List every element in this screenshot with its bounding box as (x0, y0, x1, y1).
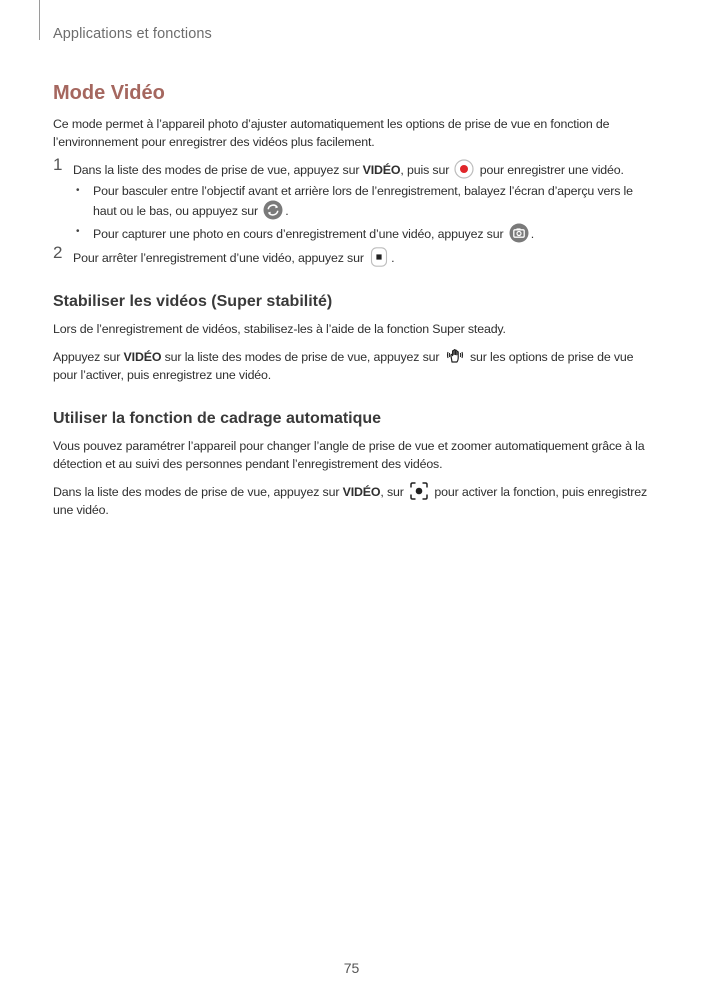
autoframing-paragraph: Vous pouvez paramétrer l’appareil pour changer l’angle de prise de vue et zoomer automatiquement grâce à la détection et au suivi des personnes pendant l’enregistrement des vidéos. (53, 439, 645, 471)
step-number: 1 (53, 155, 63, 174)
stabilize-instructions (53, 346, 653, 384)
steady-hand-icon (445, 346, 465, 366)
auto-framing-icon (409, 481, 429, 501)
paragraph-text: Appuyez sur (53, 350, 124, 364)
step-1-bullets (53, 182, 653, 243)
paragraph-text: sur les options de prise de vue pour l’activer, puis enregistrez une vidéo. (53, 350, 634, 382)
stabilize-title: Stabiliser les vidéos (Super stabilité) (53, 293, 333, 310)
step-text: Dans la liste des modes de prise de vue, appuyez sur (73, 163, 363, 177)
section-intro: Ce mode permet à l’appareil photo d’ajuster automatiquement les options de prise de vue en fonction de l’environnement pour enregistrer des vidéos plus facilement. (53, 117, 610, 149)
paragraph-text: Dans la liste des modes de prise de vue, appuyez sur (53, 485, 343, 499)
bullet-text: Pour basculer entre l’objectif avant et arrière lors de l’enregistrement, balayez l’écran d’aperçu vers le haut ou le bas, ou appuyez sur (93, 184, 633, 218)
bullet-dot: • (76, 185, 80, 196)
mode-name: VIDÉO (123, 350, 162, 364)
autoframing-title: Utiliser la fonction de cadrage automatique (53, 410, 382, 427)
bullet-text: . (530, 227, 535, 241)
mode-name: VIDÉO (342, 485, 381, 499)
stop-button-icon (369, 247, 389, 267)
header-rule (39, 0, 40, 40)
step-2 (53, 243, 653, 267)
stabilize-paragraph: Lors de l’enregistrement de vidéos, stabilisez-les à l’aide de la fonction Super steady. (53, 322, 506, 336)
mode-name: VIDÉO (362, 163, 401, 177)
autoframing-instructions (53, 481, 653, 519)
page-number: 75 (343, 960, 360, 976)
paragraph-text: pour activer la fonction, puis enregistrez une vidéo. (53, 485, 648, 517)
paragraph-text: sur la liste des modes de prise de vue, appuyez sur (161, 350, 443, 364)
running-header: Applications et fonctions (53, 26, 212, 42)
bullet-text: Pour capturer une photo en cours d’enregistrement d’une vidéo, appuyez sur (93, 227, 507, 241)
step-text: . (391, 251, 395, 265)
record-button-icon (454, 159, 474, 179)
bullet-item (76, 182, 653, 220)
bullet-item (76, 223, 653, 243)
paragraph-text: , sur (380, 485, 408, 499)
step-text: Pour arrêter l’enregistrement d’une vidéo, appuyez sur (73, 251, 368, 265)
step-1 (53, 155, 653, 179)
section-title: Mode Vidéo (53, 82, 165, 104)
capture-photo-icon (509, 223, 529, 243)
switch-camera-icon (263, 200, 283, 220)
bullet-dot: • (76, 226, 80, 237)
step-text: , puis sur (400, 163, 453, 177)
page-content (53, 82, 653, 519)
bullet-text: . (285, 204, 289, 218)
step-text: pour enregistrer une vidéo. (476, 163, 624, 177)
step-number: 2 (53, 243, 63, 262)
